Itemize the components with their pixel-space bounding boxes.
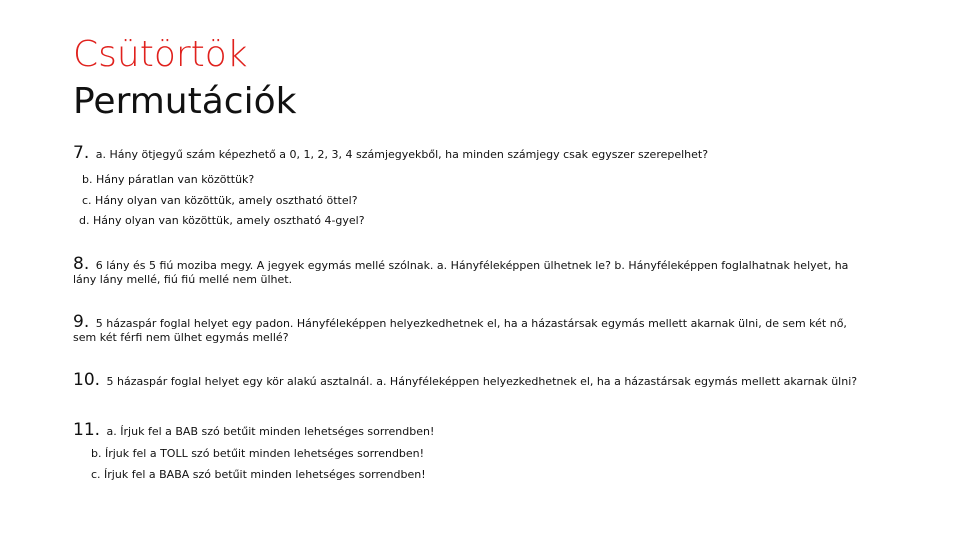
problem-7-b: b. Hány páratlan van közöttük? [82,173,255,186]
problem-10-text: 5 házaspár foglal helyet egy kör alakú asztalnál. a. Hányféleképpen helyezkedhetnek el, ha a házastársak egymás mellett akarnak ülni? [106,375,858,388]
problem-7-c: c. Hány olyan van közöttük, amely osztható öttel? [82,194,358,207]
problem-7-d: d. Hány olyan van közöttük, amely osztható 4-gyel? [79,214,365,227]
problem-9-number: 9. [73,312,90,332]
problem-8-text: 6 lány és 5 fiú moziba megy. A jegyek egymás mellé szólnak. a. Hányféleképpen ülhetnek le? b. Hányféleképpen foglalhatnak helyet, ha lány lány mellé, fiú fiú mellé nem ülhet. [73,259,849,286]
problem-11-c: c. Írjuk fel a BABA szó betűit minden lehetséges sorrendben! [91,468,426,481]
problem-9 [73,314,873,344]
problem-7-a-text: a. Hány ötjegyű szám képezhető a 0, 1, 2, 3, 4 számjegyekből, ha minden számjegy csak egyszer szerepelhet? [95,148,709,161]
problem-11-number: 11. [73,420,101,440]
problem-11-a-text: a. Írjuk fel a BAB szó betűit minden lehetséges sorrendben! [106,425,435,438]
problem-7-a [73,145,708,162]
problem-8 [73,256,873,286]
problem-10 [73,372,857,389]
problem-11-b: b. Írjuk fel a TOLL szó betűit minden lehetséges sorrendben! [91,447,425,460]
slide-title-topic: Permutációk [73,81,297,122]
problem-11-a [73,422,434,439]
problem-8-number: 8. [73,254,90,274]
problem-7-number: 7. [73,143,90,163]
problem-9-text: 5 házaspár foglal helyet egy padon. Hányféleképpen helyezkedhetnek el, ha a házastársak egymás mellett akarnak ülni, de sem két nő, sem két férfi nem ülhet egymás mellé? [73,317,847,344]
problem-10-number: 10. [73,370,101,390]
slide-title-day: Csütörtök [73,34,248,75]
